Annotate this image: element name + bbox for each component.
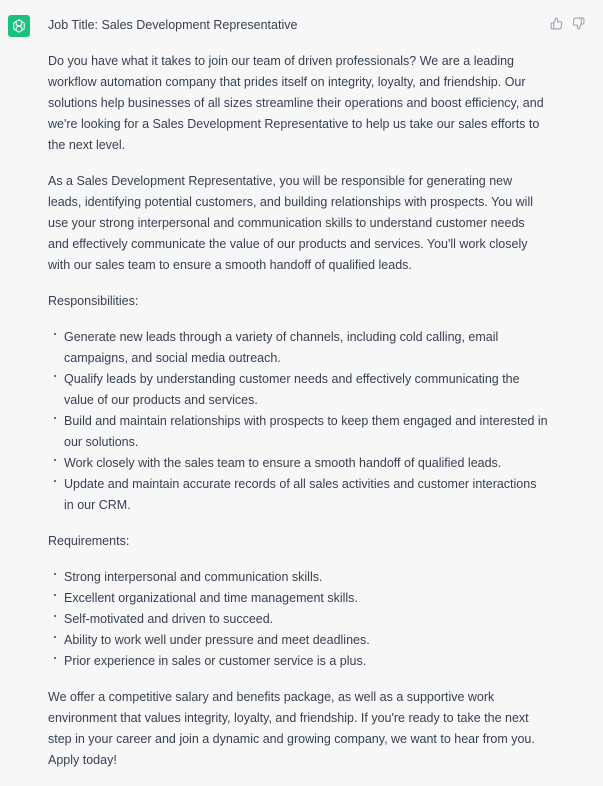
message-content (48, 15, 548, 786)
responsibilities-heading: Responsibilities: (48, 294, 139, 308)
thumbs-up-icon (550, 17, 563, 30)
thumbs-down-button[interactable] (571, 16, 585, 30)
list-item: Work closely with the sales team to ensure a smooth handoff of qualified leads. (64, 453, 548, 474)
requirements-heading: Requirements: (48, 534, 130, 548)
list-item: Prior experience in sales or customer service is a plus. (64, 651, 548, 672)
list-item: Build and maintain relationships with prospects to keep them engaged and interested in our solutions. (64, 411, 548, 453)
job-title: Job Title: Sales Development Representative (48, 18, 298, 32)
intro-paragraph: Do you have what it takes to join our team of driven professionals? We are a leading workflow automation company that prides itself on integrity, loyalty, and friendship. Our solutions help businesses of all sizes streamline their operations and boost efficiency, and we're looking for a Sales Development Representative to help us take our sales efforts to the next level. (48, 54, 544, 152)
thumbs-down-icon (572, 17, 585, 30)
feedback-buttons (549, 16, 585, 30)
role-description-paragraph: As a Sales Development Representative, you will be responsible for generating new leads, identifying potential customers, and building relationships with prospects. You will use your strong interpersonal and communication skills to understand customer needs and effectively communicate the value of our products and services. You'll work closely with our sales team to ensure a smooth handoff of qualified leads. (48, 174, 534, 272)
responsibilities-list (48, 327, 548, 516)
list-item: Qualify leads by understanding customer needs and effectively communicating the value of our products and services. (64, 369, 548, 411)
list-item: Self-motivated and driven to succeed. (64, 609, 548, 630)
thumbs-up-button[interactable] (549, 16, 563, 30)
closing-paragraph: We offer a competitive salary and benefits package, as well as a supportive work environment that values integrity, loyalty, and friendship. If you're ready to take the next step in your career and join a dynamic and growing company, we want to hear from you. Apply today! (48, 690, 535, 767)
list-item: Strong interpersonal and communication skills. (64, 567, 548, 588)
list-item: Ability to work well under pressure and meet deadlines. (64, 630, 548, 651)
list-item: Update and maintain accurate records of all sales activities and customer interactions in our CRM. (64, 474, 548, 516)
list-item: Excellent organizational and time management skills. (64, 588, 548, 609)
assistant-logo-icon (8, 15, 30, 37)
list-item: Generate new leads through a variety of channels, including cold calling, email campaigns, and social media outreach. (64, 327, 548, 369)
requirements-list (48, 567, 548, 672)
